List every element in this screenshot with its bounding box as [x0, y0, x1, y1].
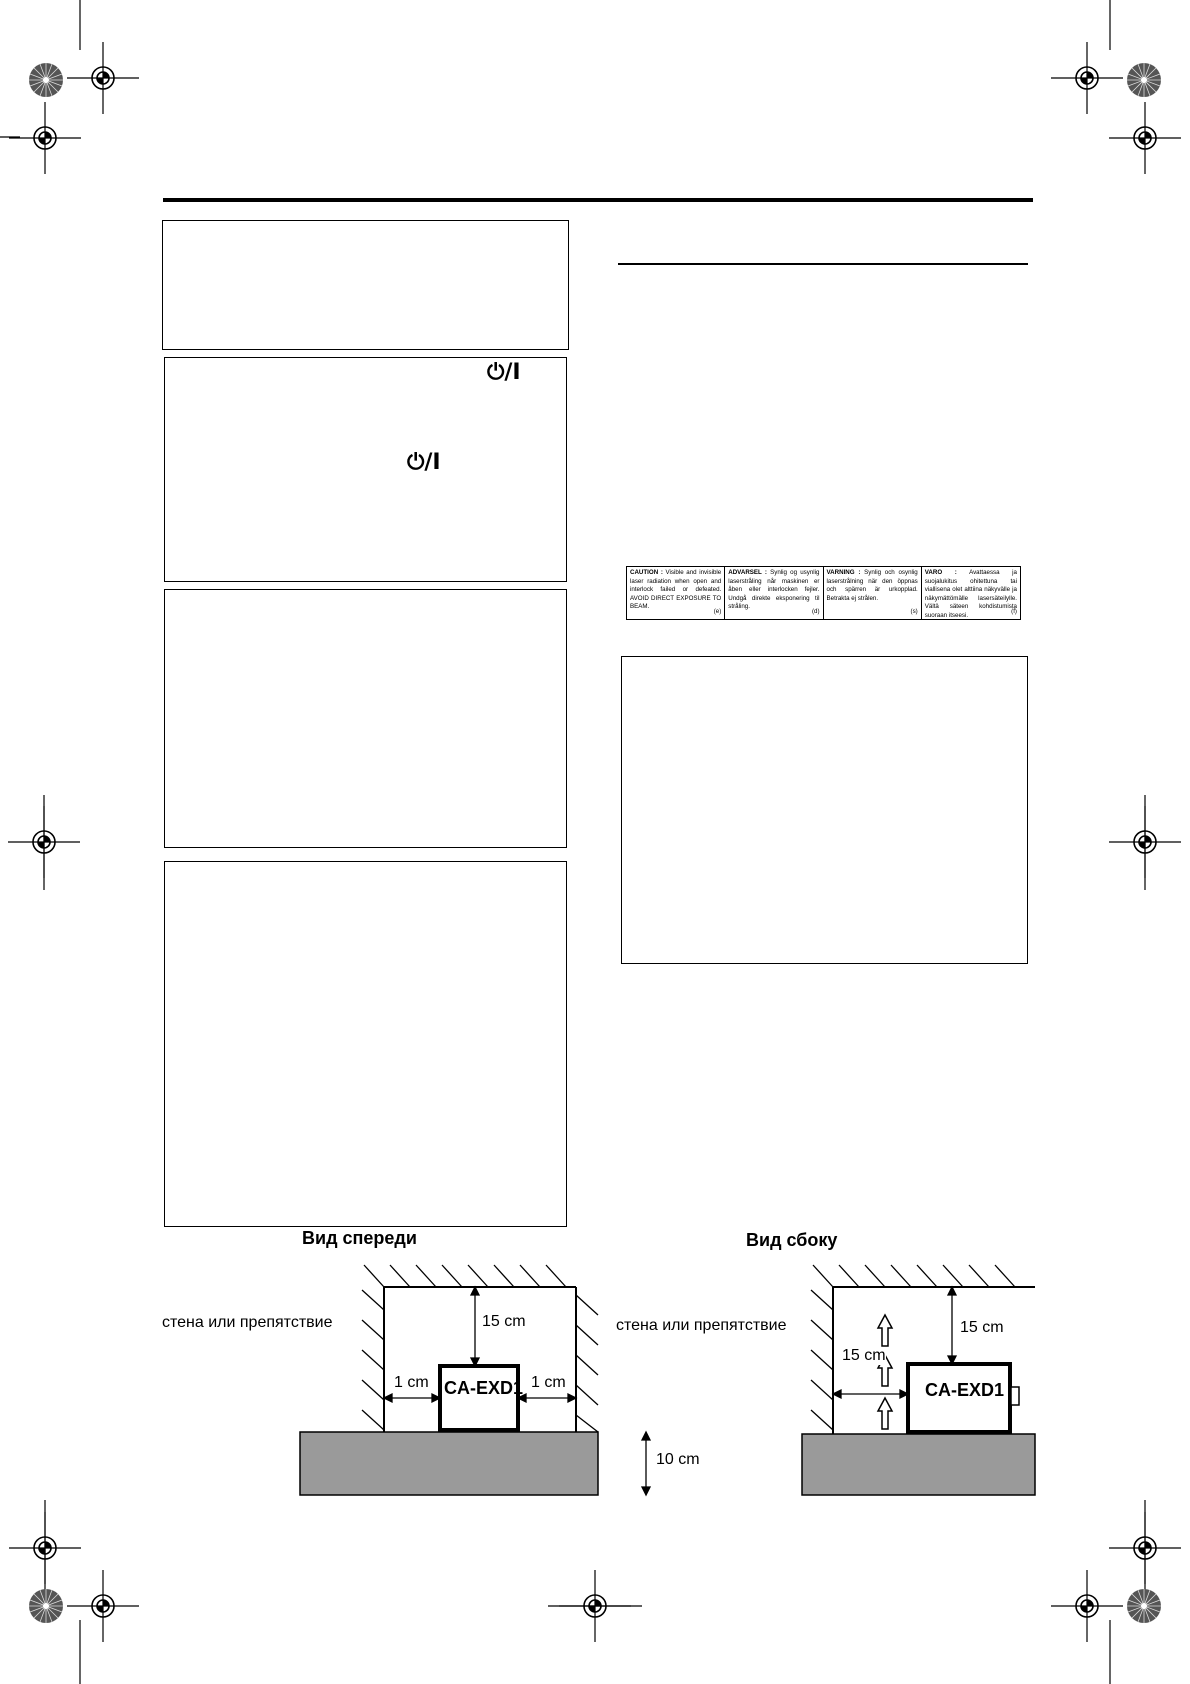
laser-label-english: CAUTION : Visible and invisible laser radiation when open and interlock failed or defeated. AVOID DIRECT EXPOSURE TO BEAM. (e) [627, 567, 725, 619]
right-gap-label: 1 cm [531, 1374, 566, 1391]
notice-box-2 [164, 357, 567, 582]
laser-label-swedish: VARNING : Synlig och osynlig laserstrålning när den öppnas och spärren är urkopplad. Betrakta ej strålen. (s) [824, 567, 922, 619]
device-label-front: CA-EXD1 [444, 1378, 524, 1398]
side-top-gap-label: 15 cm [960, 1319, 1004, 1336]
power-icon: ⏻/I [487, 360, 521, 385]
rear-gap-label: 15 cm [842, 1347, 886, 1364]
floor-block [300, 1432, 598, 1495]
power-icon: ⏻/I [407, 450, 441, 475]
floor-block [802, 1434, 1035, 1495]
front-view-title: Вид спереди [302, 1228, 417, 1248]
notice-box-1 [162, 220, 569, 350]
wall-label-side: стена или препятствие [616, 1317, 787, 1334]
side-view-title: Вид сбоку [746, 1230, 838, 1250]
rear-connector [1011, 1387, 1019, 1405]
top-gap-label: 15 cm [482, 1313, 526, 1330]
laser-label-finnish: VARO : Avattaessa ja suojalukitus ohitettuna tai viallisena olet alttiina näkyvälle ja näkymättömälle lasersäteilylle. Vältä säteen kohdistumista suoraan itseesi. (f) [924, 569, 1017, 619]
wall-label-front: стена или препятствие [162, 1314, 333, 1331]
device-label-side: CA-EXD1 [925, 1380, 1005, 1400]
notice-box-4 [164, 861, 567, 1227]
header-rule [163, 198, 1033, 202]
left-gap-label: 1 cm [394, 1374, 429, 1391]
notice-box-5 [621, 656, 1028, 964]
section-rule [618, 263, 1028, 265]
notice-box-3 [164, 589, 567, 848]
floor-height-label: 10 cm [656, 1451, 700, 1468]
laser-label-danish: ADVARSEL : Synlig og usynlig laserstråling når maskinen er åben eller interlocken fejler. Undgå direkte eksponering til stråling. (d) [725, 567, 823, 619]
laser-warning-label [626, 566, 1021, 620]
